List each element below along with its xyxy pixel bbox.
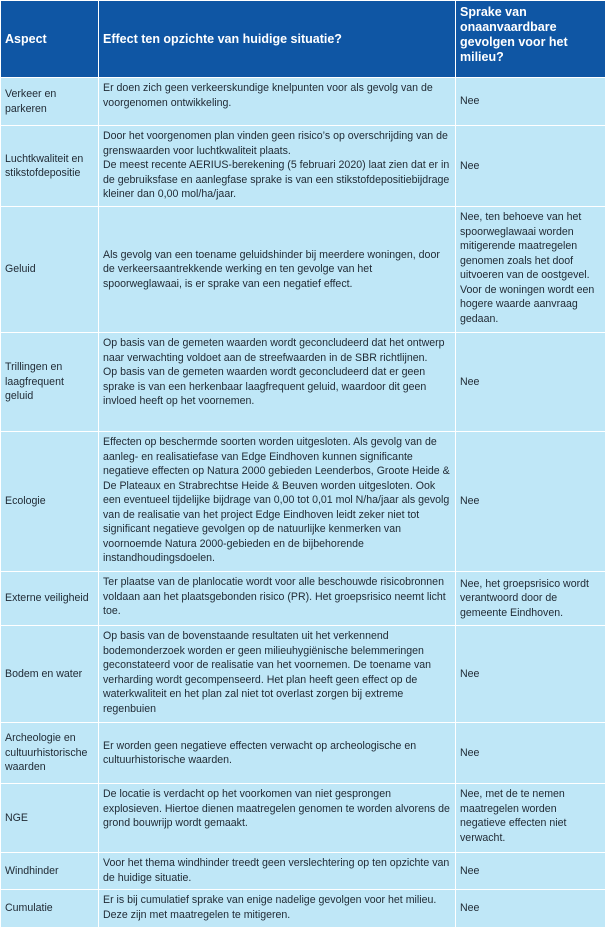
table-row: [1, 723, 605, 784]
table-row: [1, 853, 605, 890]
header-aspect: Aspect: [1, 1, 99, 78]
effect-cell: [99, 784, 456, 853]
table-row: [1, 890, 605, 928]
table-row: [1, 432, 605, 572]
effect-paragraph: Effecten op beschermde soorten worden uitgesloten. Als gevolg van de aanleg- en realisatiefase van Edge Eindhoven kunnen significante negatieve effecten op Natura 2000 gebieden Leenderbos, Groote Heide & De Plateaux en Strabrechtse Heide & Beuven worden uitgesloten. Ook een eventueel tijdelijke bijdrage van 0,00 tot 0,01 mol N/ha/jaar als gevolg van de realisatie van het project Edge Eindhoven leidt zeker niet tot significant negatieve gevolgen op de natuurlijke kenmerken van voornoemde Natura 2000-gebieden en de bijbehorende instandhoudingsdoelen.: [103, 436, 450, 564]
aspect-cell: Trillingen en laagfrequent geluid: [1, 333, 99, 432]
consequence-cell: Nee: [456, 723, 605, 784]
effect-paragraph: Ter plaatse van de planlocatie wordt voor alle beschouwde risicobronnen voldaan aan het plaatsgebonden risico (PR). Het groepsrisico neemt licht toe.: [103, 576, 446, 617]
effect-paragraph: Op basis van de bovenstaande resultaten uit het verkennend bodemonderzoek worden er geen milieuhygiënische belemmeringen geconstateerd voor de realisatie van het voornemen. De toename van verharding wordt gecompenseerd. Het plan heeft geen effect op de waterkwaliteit en het plan zal niet tot overlast zorgen bij extreme regenbuien: [103, 630, 432, 715]
consequence-cell: Nee: [456, 626, 605, 723]
table-row: [1, 626, 605, 723]
effect-paragraph: Als gevolg van een toename geluidshinder bij meerdere woningen, door de verkeersaantrekkende werking en ten gevolge van het spoorweglawaai, is er sprake van een negatief effect.: [103, 248, 440, 290]
effect-paragraph: Op basis van de gemeten waarden wordt geconcludeerd dat er geen sprake is van een herkenbaar laagfrequent geluid, waardoor dit geen invloed heeft op het voornemen.: [103, 366, 427, 407]
header-effect: Effect ten opzichte van huidige situatie?: [99, 1, 456, 78]
aspect-cell: Luchtkwaliteit en stikstofdepositie: [1, 126, 99, 207]
table-row: [1, 572, 605, 626]
aspect-cell: Geluid: [1, 207, 99, 333]
header-consequences: Sprake van onaanvaardbare gevolgen voor het milieu?: [456, 1, 605, 78]
consequence-cell: Nee, met de te nemen maatregelen worden negatieve effecten niet verwacht.: [456, 784, 605, 853]
aspect-cell: Archeologie en cultuurhistorische waarden: [1, 723, 99, 784]
effect-paragraph: Op basis van de gemeten waarden wordt geconcludeerd dat het ontwerp naar verwachting voldoet aan de streefwaarden in de SBR richtlijnen.: [103, 337, 445, 364]
table-row: [1, 78, 605, 126]
effect-paragraph: De locatie is verdacht op het voorkomen van niet gesprongen explosieven. Hiertoe dienen maatregelen genomen te worden alvorens de grond bouwrijp wordt gemaakt.: [103, 788, 450, 829]
effect-cell: [99, 207, 456, 333]
aspect-cell: Bodem en water: [1, 626, 99, 723]
consequence-cell: Nee: [456, 126, 605, 207]
effect-paragraph: Er worden geen negatieve effecten verwacht op archeologische en cultuurhistorische waarden.: [103, 739, 417, 766]
consequence-cell: Nee: [456, 333, 605, 432]
effect-cell: [99, 853, 456, 890]
aspect-cell: Externe veiligheid: [1, 572, 99, 626]
effect-cell: [99, 572, 456, 626]
effect-paragraph: Voor het thema windhinder treedt geen verslechtering op ten opzichte van de huidige situatie.: [103, 857, 450, 884]
aspect-cell: Cumulatie: [1, 890, 99, 928]
effect-cell: [99, 78, 456, 126]
aspect-cell: Verkeer en parkeren: [1, 78, 99, 126]
effect-cell: [99, 126, 456, 207]
consequence-cell: Nee: [456, 432, 605, 572]
consequence-cell: Nee: [456, 853, 605, 890]
table-row: [1, 333, 605, 432]
effect-cell: [99, 626, 456, 723]
effect-cell: [99, 333, 456, 432]
effect-cell: [99, 432, 456, 572]
effect-cell: [99, 890, 456, 928]
aspect-cell: Ecologie: [1, 432, 99, 572]
aspect-cell: NGE: [1, 784, 99, 853]
header-row: [1, 1, 605, 78]
table-row: [1, 207, 605, 333]
consequence-cell: Nee, ten behoeve van het spoorweglawaai worden mitigerende maatregelen genomen zoals het doof uitvoeren van de oostgevel. Voor de woningen wordt een hogere waarde aanvraag gedaan.: [456, 207, 605, 333]
effect-cell: [99, 723, 456, 784]
consequence-cell: Nee: [456, 78, 605, 126]
effect-paragraph: Er doen zich geen verkeerskundige knelpunten voor als gevolg van de voorgenomen ontwikkeling.: [103, 82, 433, 109]
effect-paragraph: Er is bij cumulatief sprake van enige nadelige gevolgen voor het milieu. Deze zijn met maatregelen te mitigeren.: [103, 894, 437, 921]
effect-paragraph: De meest recente AERIUS-berekening (5 februari 2020) laat zien dat er in de gebruiksfase en aanlegfase sprake is van een stikstofdepositiebijdrage kleiner dan 0,00 mol/ha/jaar.: [103, 159, 450, 200]
aspect-cell: Windhinder: [1, 853, 99, 890]
effect-paragraph: Door het voorgenomen plan vinden geen risico’s op overschrijding van de grenswaarden voor luchtkwaliteit plaats.: [103, 130, 448, 157]
table-row: [1, 126, 605, 207]
consequence-cell: Nee: [456, 890, 605, 928]
table-row: [1, 784, 605, 853]
consequence-cell: Nee, het groepsrisico wordt verantwoord door de gemeente Eindhoven.: [456, 572, 605, 626]
